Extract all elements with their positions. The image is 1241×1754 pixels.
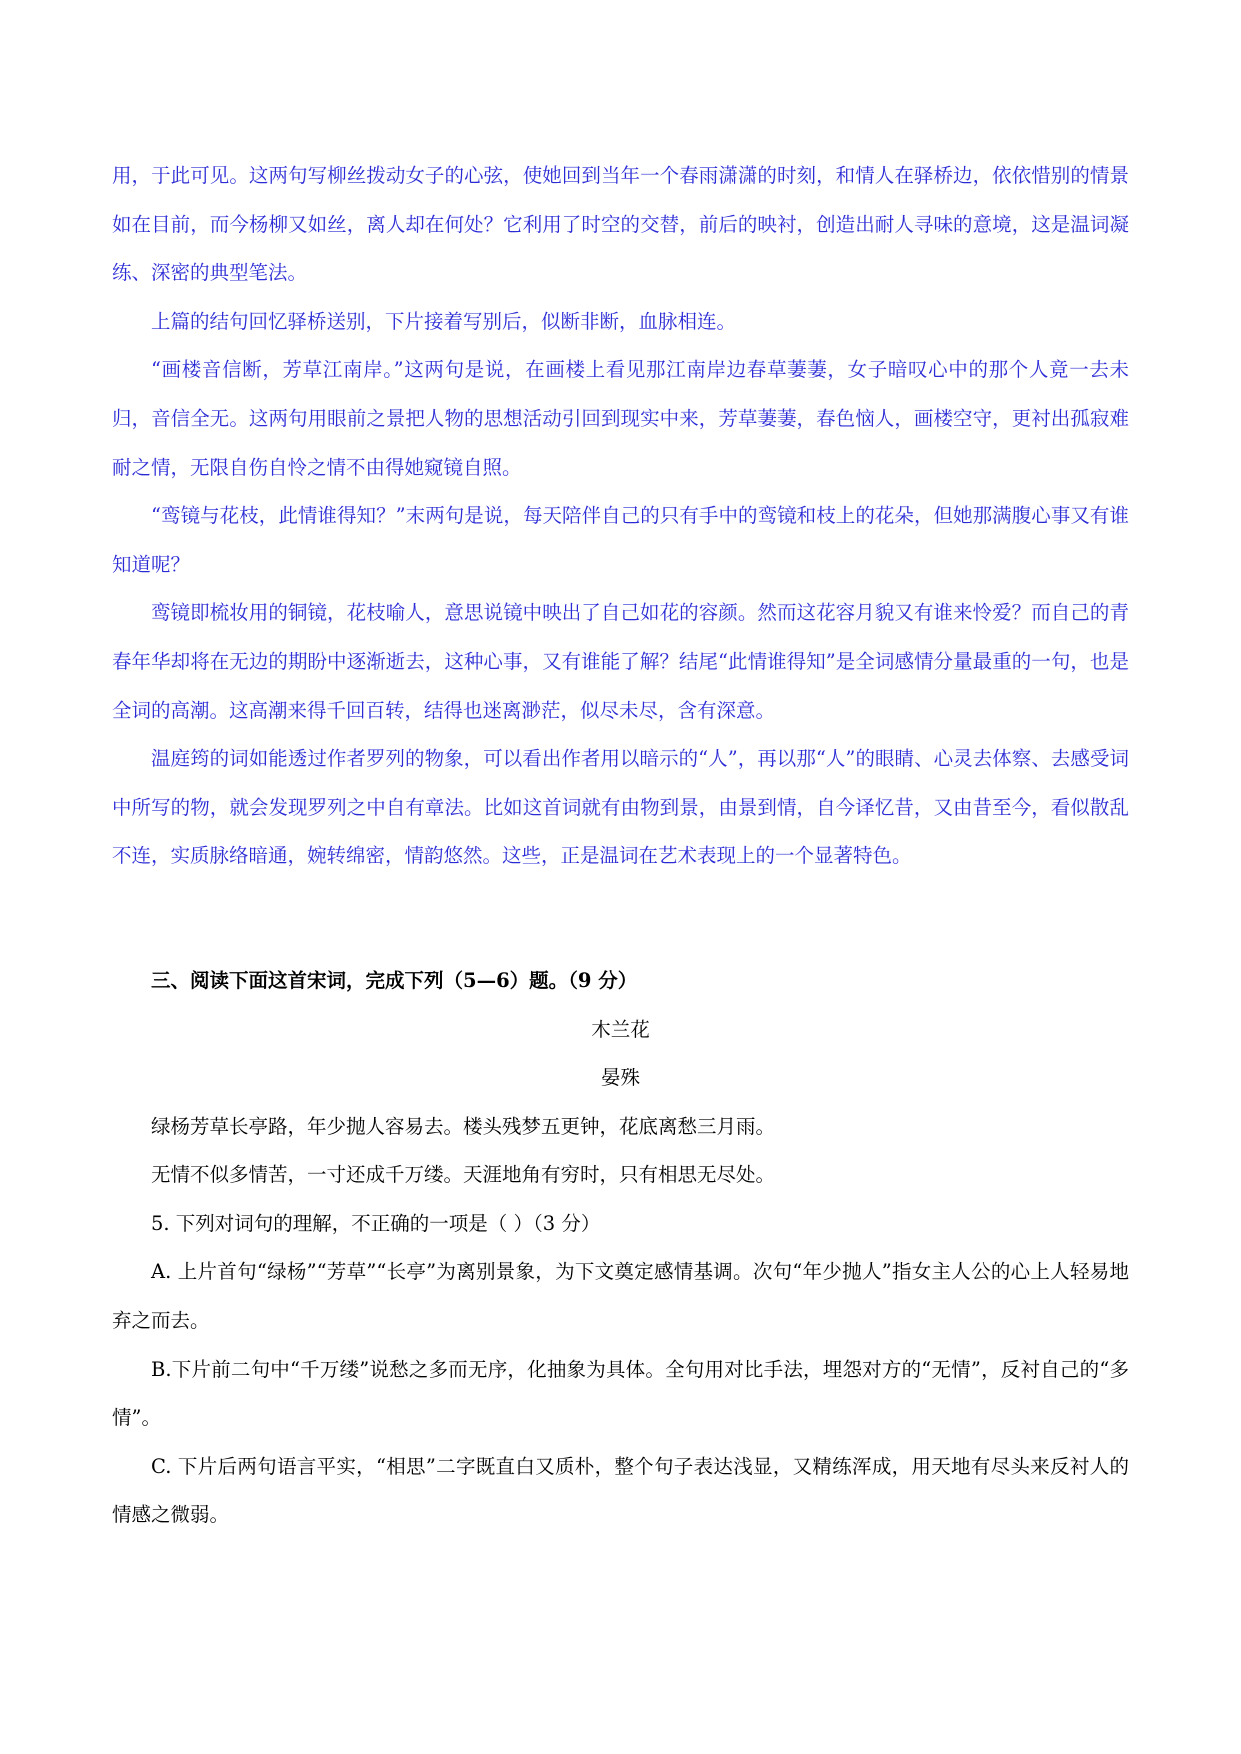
analysis-paragraph: 温庭筠的词如能透过作者罗列的物象，可以看出作者用以暗示的“人”，再以那“人”的眼睛、心灵去体察、去感受词中所写的物，就会发现罗列之中自有章法。比如这首词就有由物到景，由景到情，自今译忆昔，又由昔至今，看似散乱不连，实质脉络暗通，婉转绵密，情韵悠然。这些，正是温词在艺术表现上的一个显著特色。 <box>112 747 1129 868</box>
section-heading: 三、阅读下面这首宋词，完成下列（5—6）题。（9 分） <box>151 968 638 992</box>
question-5-option-b: B.下片前二句中“千万缕”说愁之多而无序，化抽象为具体。全句用对比手法，埋怨对方的“无情”，反衬自己的“多情”。 <box>112 1357 1129 1430</box>
question-5-stem: 5. 下列对词句的理解，不正确的一项是（ ）（3 分） <box>151 1211 601 1235</box>
analysis-continued-paragraph: 用，于此可见。这两句写柳丝拨动女子的心弦，使她回到当年一个春雨潇潇的时刻，和情人在驿桥边，依依惜别的情景如在目前，而今杨柳又如丝，离人却在何处？它利用了时空的交替，前后的映衬，创造出耐人寻味的意境，这是温词凝练、深密的典型笔法。 <box>112 164 1129 285</box>
poem-line: 绿杨芳草长亭路，年少抛人容易去。楼头残梦五更钟，花底离愁三月雨。 <box>151 1114 776 1138</box>
document-page <box>112 152 1129 1540</box>
poem-title: 木兰花 <box>591 1017 650 1041</box>
analysis-paragraph: 鸾镜即梳妆用的铜镜，花枝喻人，意思说镜中映出了自己如花的容颜。然而这花容月貌又有谁来怜爱？而自己的青春年华却将在无边的期盼中逐渐逝去，这种心事，又有谁能了解？结尾“此情谁得知”是全词感情分量最重的一句，也是全词的高潮。这高潮来得千回百转，结得也迷离渺茫，似尽未尽，含有深意。 <box>112 601 1129 722</box>
poem-line: 无情不似多情苦，一寸还成千万缕。天涯地角有穷时，只有相思无尽处。 <box>151 1163 776 1187</box>
analysis-paragraph: “画楼音信断，芳草江南岸。”这两句是说，在画楼上看见那江南岸边春草萋萋，女子暗叹心中的那个人竟一去未归，音信全无。这两句用眼前之景把人物的思想活动引回到现实中来，芳草萋萋，春色恼人，画楼空守，更衬出孤寂难耐之情，无限自伤自怜之情不由得她窥镜自照。 <box>112 358 1129 479</box>
question-5-option-c: C. 下片后两句语言平实，“相思”二字既直白又质朴，整个句子表达浅显，又精练浑成，用天地有尽头来反衬人的情感之微弱。 <box>112 1454 1129 1527</box>
poem-author: 晏殊 <box>600 1066 640 1090</box>
analysis-paragraph: 上篇的结句回忆驿桥送别，下片接着写别后，似断非断，血脉相连。 <box>151 309 737 333</box>
reading-section <box>112 957 1129 1540</box>
analysis-paragraph: “鸾镜与花枝，此情谁得知？”末两句是说，每天陪伴自己的只有手中的鸾镜和枝上的花朵，但她那满腹心事又有谁知道呢？ <box>112 504 1129 576</box>
analysis-section <box>112 152 1129 881</box>
question-5-option-a: A. 上片首句“绿杨”“芳草”“长亭”为离别景象，为下文奠定感情基调。次句“年少抛人”指女主人公的心上人轻易地弃之而去。 <box>112 1260 1129 1333</box>
